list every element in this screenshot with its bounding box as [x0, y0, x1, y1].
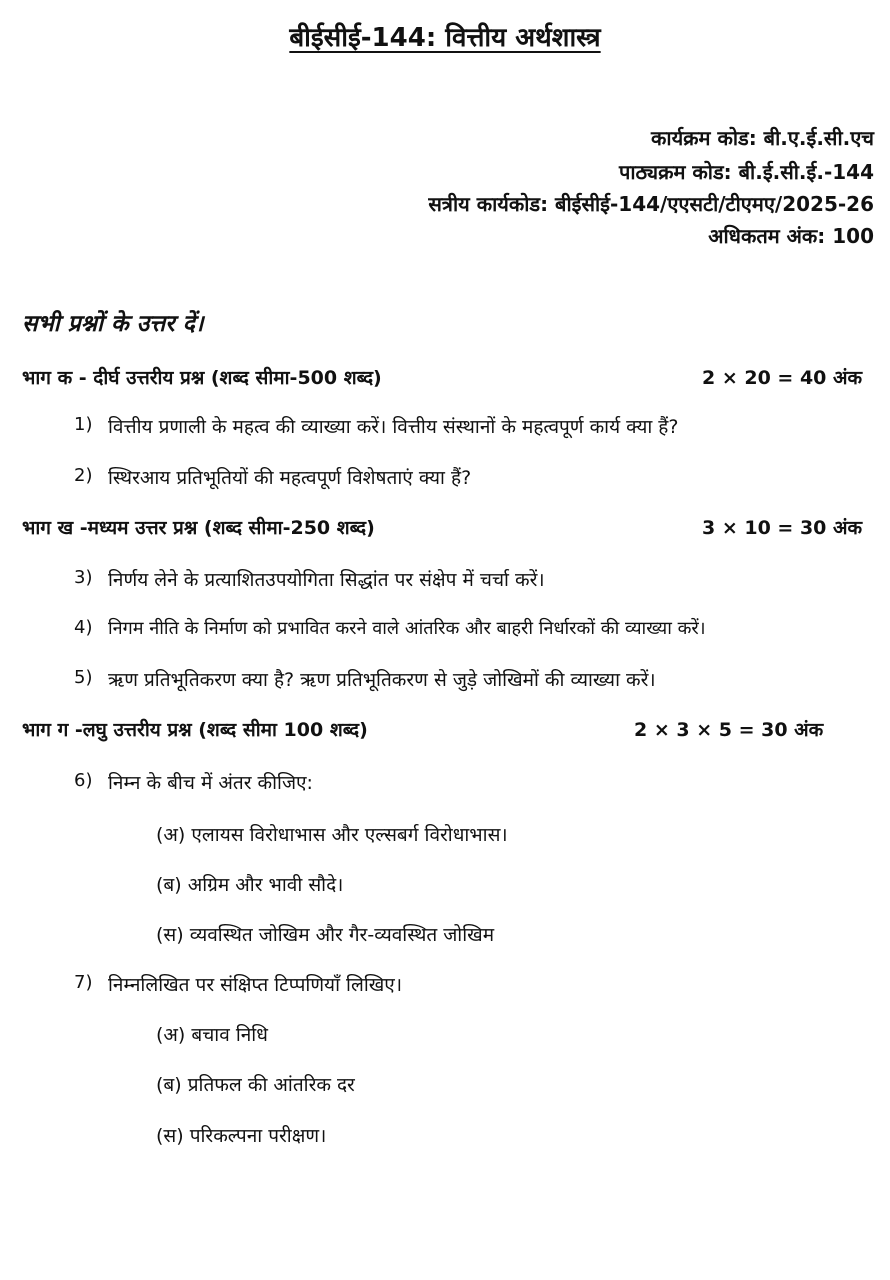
- question-1-text: वित्तीय प्रणाली के महत्व की व्याख्या करें। वित्तीय संस्थानों के महत्वपूर्ण कार्य क्या हैं?: [108, 416, 679, 438]
- question-4-text: निगम नीति के निर्माण को प्रभावित करने वाले आंतरिक और बाहरी निर्धारकों की व्याख्या करें।: [108, 618, 706, 639]
- question-7-part-a: (अ) बचाव निधि: [156, 1024, 268, 1046]
- question-6-text: निम्न के बीच में अंतर कीजिए:: [108, 772, 313, 794]
- question-2-text: स्थिरआय प्रतिभूतियों की महत्वपूर्ण विशेषताएं क्या हैं?: [108, 467, 472, 489]
- page-title: बीईसीई-144: वित्तीय अर्थशास्त्र: [289, 23, 601, 53]
- question-2-number: 2): [74, 465, 93, 486]
- section-b-marks: 3 × 10 = 30 अंक: [702, 517, 863, 539]
- max-marks: अधिकतम अंक: 100: [708, 224, 874, 248]
- instruction: सभी प्रश्नों के उत्तर दें।: [22, 311, 204, 337]
- question-6-part-c: (स) व्यवस्थित जोखिम और गैर-व्यवस्थित जोखिम: [156, 924, 495, 946]
- question-6-part-a: (अ) एलायस विरोधाभास और एल्सबर्ग विरोधाभास।: [156, 824, 508, 846]
- question-6-number: 6): [74, 770, 93, 791]
- section-c-marks: 2 × 3 × 5 = 30 अंक: [634, 719, 824, 741]
- question-3-text: निर्णय लेने के प्रत्याशितउपयोगिता सिद्धांत पर संक्षेप में चर्चा करें।: [108, 569, 545, 591]
- section-a-marks: 2 × 20 = 40 अंक: [702, 367, 863, 389]
- question-1-number: 1): [74, 414, 93, 435]
- question-5-text: ऋण प्रतिभूतिकरण क्या है? ऋण प्रतिभूतिकरण से जुड़े जोखिमों की व्याख्या करें।: [108, 669, 656, 691]
- question-7-part-b: (ब) प्रतिफल की आंतरिक दर: [156, 1074, 355, 1096]
- section-c-heading: भाग ग -लघु उत्तरीय प्रश्न (शब्द सीमा 100 शब्द): [22, 719, 368, 741]
- question-7-part-c: (स) परिकल्पना परीक्षण।: [156, 1125, 327, 1147]
- course-code: पाठ्यक्रम कोड: बी.ई.सी.ई.-144: [619, 160, 874, 184]
- assignment-code: सत्रीय कार्यकोड: बीईसीई-144/एएसटी/टीएमए/2025-26: [428, 192, 874, 216]
- question-7-text: निम्नलिखित पर संक्षिप्त टिप्पणियाँ लिखिए।: [108, 974, 403, 996]
- program-code: कार्यक्रम कोड: बी.ए.ई.सी.एच: [651, 126, 874, 150]
- question-3-number: 3): [74, 567, 93, 588]
- section-b-heading: भाग ख -मध्यम उत्तर प्रश्न (शब्द सीमा-250 शब्द): [22, 517, 375, 539]
- question-4-number: 4): [74, 617, 93, 638]
- question-7-number: 7): [74, 972, 93, 993]
- question-6-part-b: (ब) अग्रिम और भावी सौदे।: [156, 874, 344, 896]
- section-a-heading: भाग क - दीर्घ उत्तरीय प्रश्न (शब्द सीमा-500 शब्द): [22, 367, 382, 389]
- question-5-number: 5): [74, 667, 93, 688]
